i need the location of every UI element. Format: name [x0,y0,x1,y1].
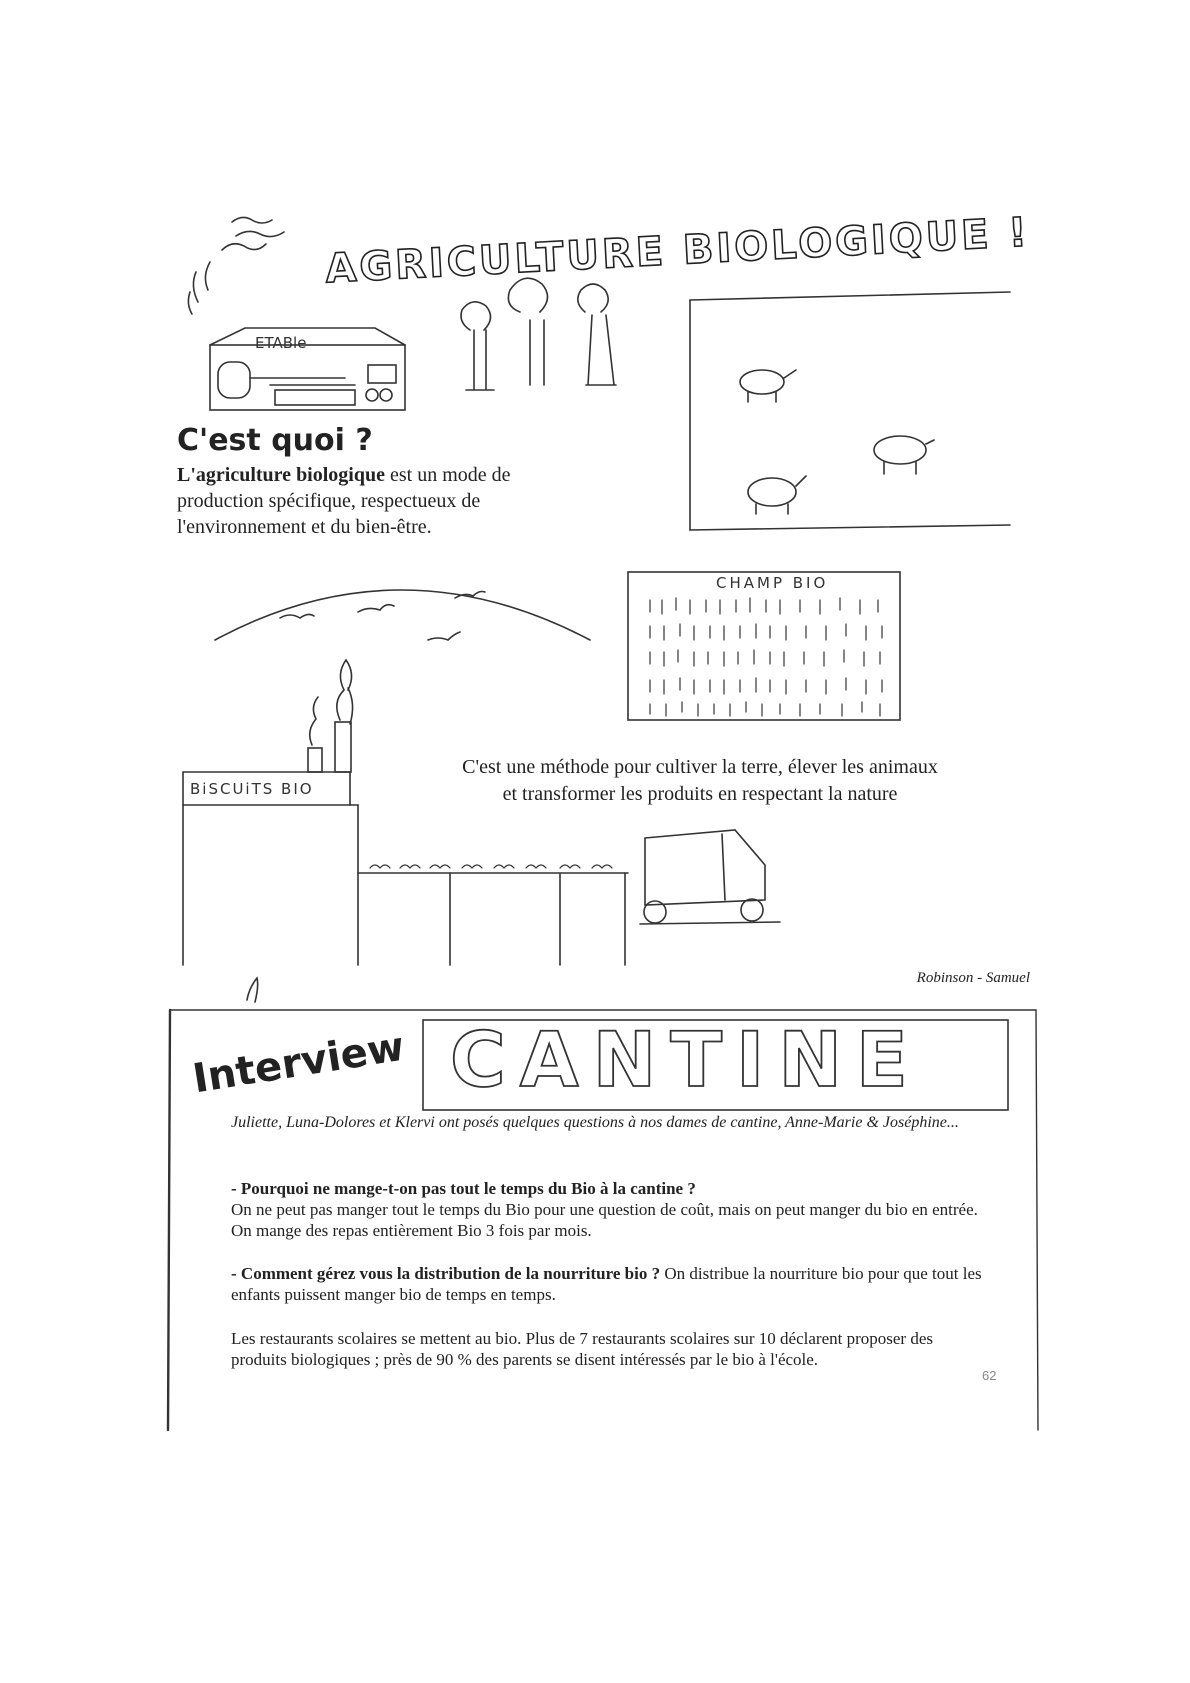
lead-rest: est un mode de production spécifique, respectueux de l'environnement et du bien-être. [177,464,511,538]
statistic-paragraph: Les restaurants scolaires se mettent au bio. Plus de 7 restaurants scolaires sur 10 déclarent proposer des produits biologiques ; près de 90 % des parents se disent intéressés par le bio à l'école. [231,1329,933,1369]
factory-drawing [183,660,628,965]
sun-icon [188,217,284,314]
sky-drawing [215,590,590,640]
question-2-text: - Comment gérez vous la distribution de la nourriture bio ? [231,1264,661,1283]
answer-2-text: On distribue la nourriture bio pour que tout les enfants puissent manger bio de temps en temps. [231,1264,982,1304]
lead-bold: L'agriculture biologique [177,464,385,486]
method-line-2: et transformer les produits en respectant la nature [502,783,898,805]
pasture-drawing [690,292,1010,530]
method-text [380,754,1020,808]
trees-drawing [461,278,616,390]
barn-label: ETABle [255,334,307,352]
answer-1-text: On ne peut pas manger tout le temps du Bio pour une question de coût, mais on peut manger du bio en entrée. On mange des repas entièrement Bio 3 fois par mois. [231,1200,978,1240]
interview-intro: Juliette, Luna-Dolores et Klervi ont posés quelques questions à nos dames de cantine, Anne-Marie & Joséphine... [231,1114,959,1131]
cantine-banner: CANTINE [450,1015,922,1104]
pig-icon [740,370,796,402]
truck-drawing [640,830,780,924]
field-drawing [628,572,900,720]
method-line-1: C'est une méthode pour cultiver la terre, élever les animaux [462,756,938,778]
question-1 [231,1178,991,1241]
page-title: AGRICULTURE BIOLOGIQUE ! [324,209,1031,293]
pig-icon [874,436,934,474]
page-number: 62 [982,1368,997,1383]
field-label: CHAMP BIO [716,574,829,592]
pig-icon [748,476,806,514]
intro-paragraph [177,462,597,540]
question-1-text: - Pourquoi ne mange-t-on pas tout le temps du Bio à la cantine ? [231,1179,696,1198]
barn-drawing [210,328,405,410]
interview-label: Interview [189,1023,408,1103]
factory-label: BiSCUiTS BIO [190,780,314,798]
section-heading: C'est quoi ? [177,423,373,458]
author-credit: Robinson - Samuel [916,970,1030,986]
question-2 [231,1263,991,1305]
